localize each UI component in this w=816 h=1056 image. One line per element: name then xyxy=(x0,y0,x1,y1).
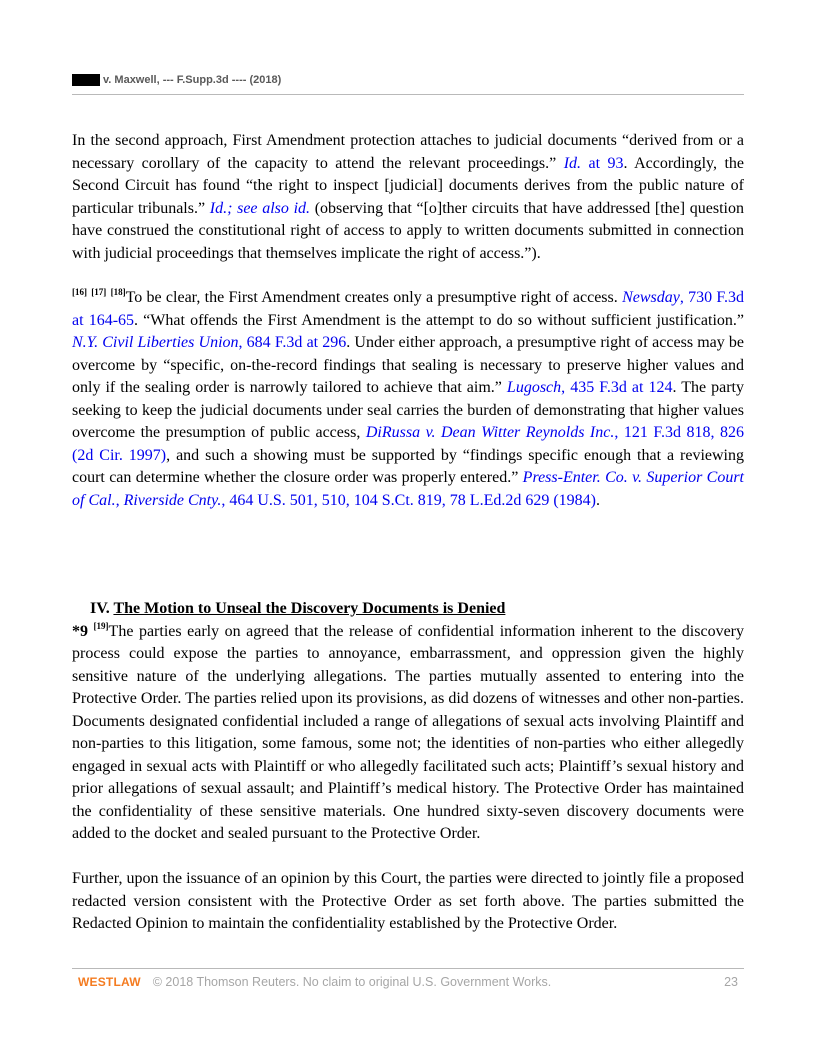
redaction-block xyxy=(72,74,100,86)
paragraph-second-approach: In the second approach, First Amendment protection attaches to judicial documents “derived from or a necessary corollary of the capacity to attend the relevant proceedings.” Id. at 93. Accordingly, the Second Circuit has found “the right to inspect [judicial] documents derives from the public nature of particular tribunals.” Id.; see also id. (observing that “[o]ther circuits that have addressed [the] question have construed the constitutional right of access to apply to written documents submitted in connection with judicial proceedings that themselves implicate the right of access.”). xyxy=(72,132,745,262)
citation-link-id-at-93[interactable]: Id. at 93 xyxy=(563,154,624,172)
section-iv xyxy=(72,598,744,846)
headnote-19[interactable]: [19] xyxy=(93,620,109,631)
headnote-16[interactable]: [16] xyxy=(72,287,87,297)
paragraph-redacted-opinion: Further, upon the issuance of an opinion by this Court, the parties were directed to jointly file a proposed redacted version consistent with the Protective Order as set forth above. The parties submitted the Redacted Opinion to maintain the confidentiality established by the Protective Order. xyxy=(72,870,744,932)
running-header xyxy=(72,72,744,95)
paragraph-presumptive-right: [16] [17] [18]To be clear, the First Amendment creates only a presumptive right of access. Newsday, 730 F.3d at 164-65. “What offends the First Amendment is the attempt to do so without sufficient justification.” N.Y. Civil Liberties Union, 684 F.3d at 296. Under either approach, a presumptive right of access may be overcome by “specific, on-the-record findings that sealing is necessary to preserve higher values and only if the sealing order is narrowly tailored to achieve that aim.” Lugosch, 435 F.3d at 124. The party seeking to keep the judicial documents under seal carries the burden of demonstrating that higher values overcome the presumption of public access, DiRussa v. Dean Witter Reynolds Inc., 121 F.3d 818, 826 (2d Cir. 1997), and such a showing must be supported by “findings specific enough that a reviewing court can determine whether the closure order was properly entered.” Press-Enter. Co. v. Superior Court of Cal., Riverside Cnty., 464 U.S. 501, 510, 104 S.Ct. 819, 78 L.Ed.2d 629 (1984). xyxy=(72,287,745,509)
citation-link-nyclu[interactable]: N.Y. Civil Liberties Union, 684 F.3d at 296 xyxy=(72,334,347,351)
headnote-17[interactable]: [17] xyxy=(91,287,107,297)
page-footer xyxy=(72,968,744,991)
case-title: v. Maxwell, --- F.Supp.3d ---- (2018) xyxy=(103,74,282,86)
section-number: IV. xyxy=(90,600,110,617)
citation-link-id-see-also[interactable]: Id.; see also id. xyxy=(209,199,311,217)
westlaw-logo: WESTLAW xyxy=(78,975,141,989)
star-page-marker: *9 xyxy=(72,622,88,640)
citation-link-lugosch[interactable]: Lugosch, 435 F.3d at 124 xyxy=(506,379,673,396)
copyright-notice: © 2018 Thomson Reuters. No claim to original U.S. Government Works. xyxy=(152,975,552,989)
headnote-18[interactable]: [18] xyxy=(110,287,126,297)
section-heading xyxy=(72,598,744,621)
section-title: The Motion to Unseal the Discovery Documents is Denied xyxy=(113,600,506,617)
paragraph-protective-order: *9 [19]The parties early on agreed that the release of confidential information inherent to the discovery process could expose the parties to annoyance, embarrassment, and oppression given the highly sensitive nature of the underlying allegations. The parties mutually assented to entering into the Protective Order. The parties relied upon its provisions, as did dozens of witnesses and other non-parties. Documents designated confidential included a range of allegations of sexual acts involving Plaintiff and non-parties to this litigation, some famous, some not; the identities of non-parties who either allegedly engaged in sexual acts with Plaintiff or who allegedly facilitated such acts; Plaintiff’s sexual history and prior allegations of sexual assault; and Plaintiff’s medical history. The Protective Order has maintained the confidentiality of these sensitive materials. One hundred sixty-seven discovery documents were added to the docket and sealed pursuant to the Protective Order. xyxy=(72,620,745,842)
citation-link-dirussa[interactable]: DiRussa v. Dean Witter Reynolds Inc., 121 F.3d 818, 826 (2d Cir. 1997) xyxy=(72,424,745,464)
citation-link-press-enterprise[interactable]: Press-Enter. Co. v. Superior Court of Cal., Riverside Cnty., 464 U.S. 501, 510, 104 S.Ct. 819, 78 L.Ed.2d 629 (1984) xyxy=(72,469,744,509)
citation-link-newsday[interactable]: Newsday, 730 F.3d at 164-65 xyxy=(72,289,745,329)
page-number: 23 xyxy=(724,975,738,989)
